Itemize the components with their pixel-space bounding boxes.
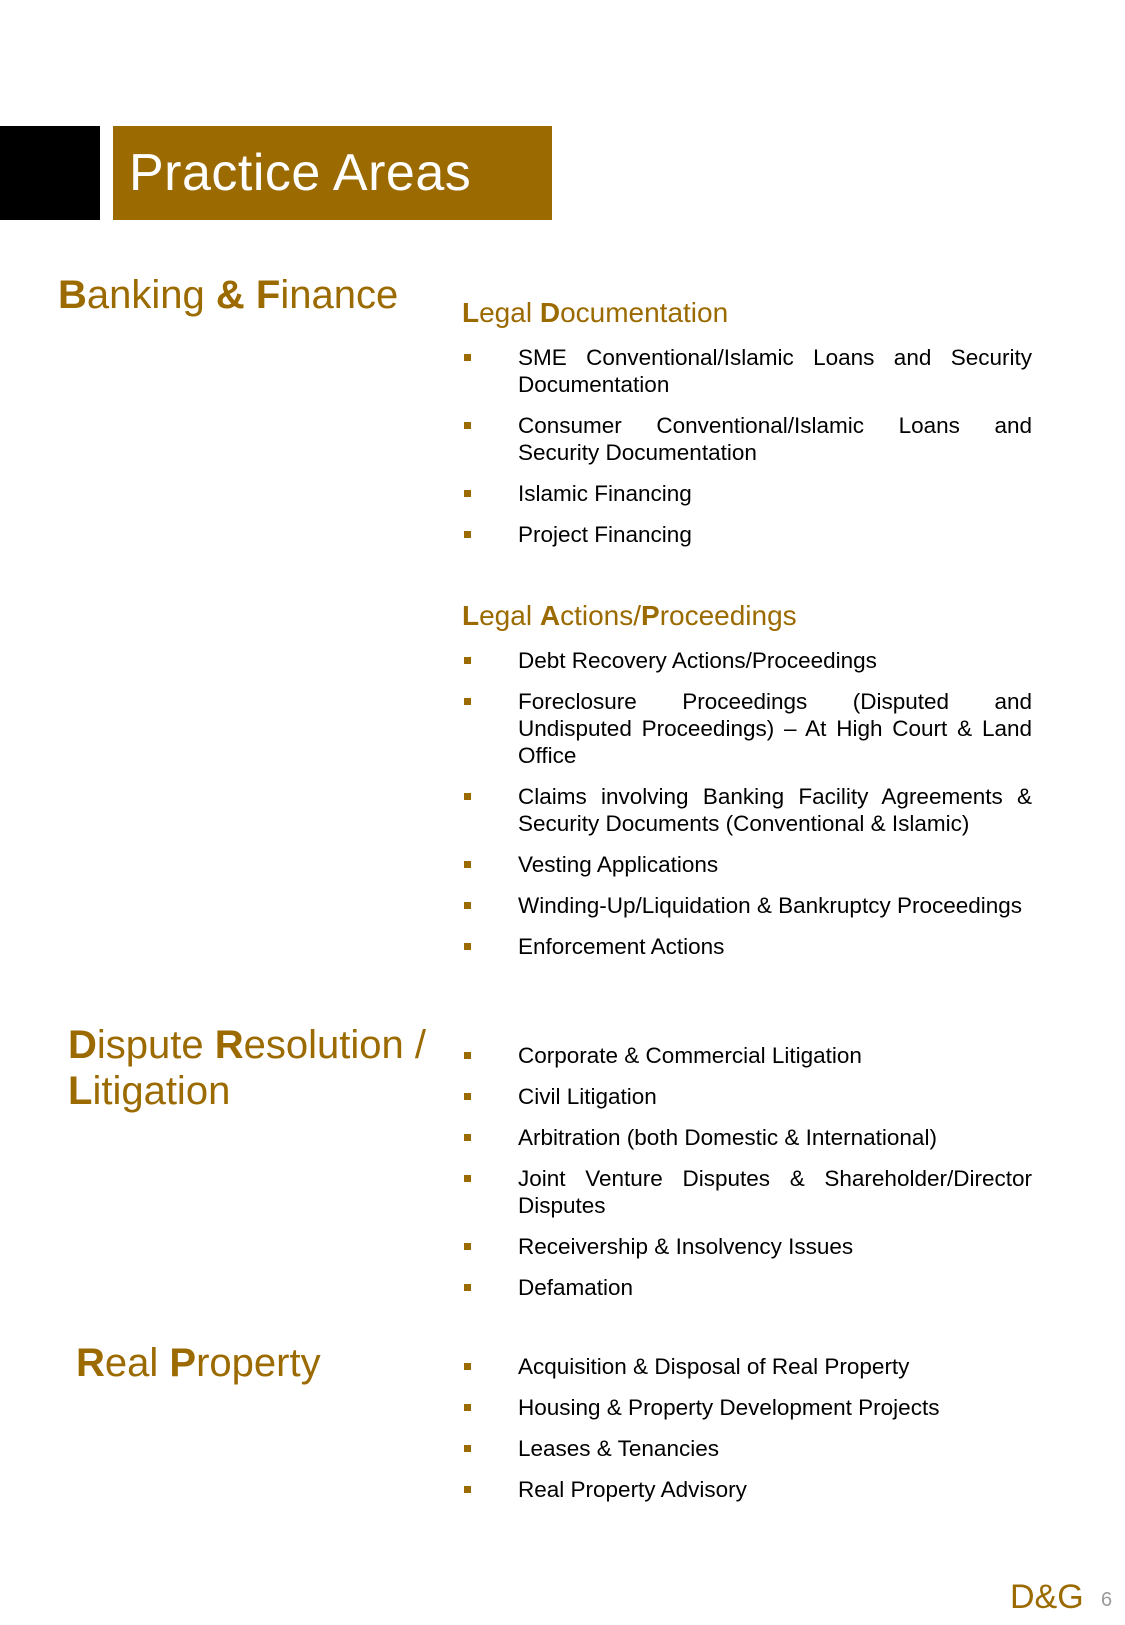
list-item: Real Property Advisory [462,1476,1032,1503]
list-item: Claims involving Banking Facility Agreements & Security Documents (Conventional & Islamic) [462,783,1032,837]
list-item: Foreclosure Proceedings (Disputed and Undisputed Proceedings) – At High Court & Land Office [462,688,1032,769]
square-bullet-icon [464,1284,471,1291]
list-item: Receivership & Insolvency Issues [462,1233,1032,1260]
square-bullet-icon [464,698,471,705]
list-item: Islamic Financing [462,480,1032,507]
square-bullet-icon [464,1363,471,1370]
square-bullet-icon [464,1175,471,1182]
list-legal-documentation [462,344,1032,562]
square-bullet-icon [464,657,471,664]
list-item: Joint Venture Disputes & Shareholder/Director Disputes [462,1165,1032,1219]
list-item: Defamation [462,1274,1032,1301]
square-bullet-icon [464,902,471,909]
list-legal-actions [462,647,1032,974]
section-title-banking-finance: Banking & Finance [58,273,399,317]
list-item: Acquisition & Disposal of Real Property [462,1353,1032,1380]
footer-logo: D&G [1010,1578,1084,1616]
list-item: Vesting Applications [462,851,1032,878]
section-title-real-property: Real Property [76,1341,321,1385]
list-item: Arbitration (both Domestic & International) [462,1124,1032,1151]
page-number: 6 [1101,1589,1113,1611]
square-bullet-icon [464,422,471,429]
list-item: Enforcement Actions [462,933,1032,960]
list-item: Winding-Up/Liquidation & Bankruptcy Proceedings [462,892,1032,919]
list-dispute-resolution [462,1042,1032,1315]
square-bullet-icon [464,531,471,538]
square-bullet-icon [464,1404,471,1411]
square-bullet-icon [464,1093,471,1100]
square-bullet-icon [464,1486,471,1493]
header-black-block [0,126,100,220]
list-real-property [462,1353,1032,1517]
square-bullet-icon [464,943,471,950]
list-item: Consumer Conventional/Islamic Loans and Security Documentation [462,412,1032,466]
list-item: Debt Recovery Actions/Proceedings [462,647,1032,674]
list-item: Civil Litigation [462,1083,1032,1110]
list-item: Corporate & Commercial Litigation [462,1042,1032,1069]
square-bullet-icon [464,1052,471,1059]
subheading-legal-actions: Legal Actions/Proceedings [462,600,797,631]
square-bullet-icon [464,793,471,800]
square-bullet-icon [464,354,471,361]
list-item: Project Financing [462,521,1032,548]
square-bullet-icon [464,1134,471,1141]
square-bullet-icon [464,861,471,868]
square-bullet-icon [464,1445,471,1452]
list-item: Leases & Tenancies [462,1435,1032,1462]
square-bullet-icon [464,1243,471,1250]
section-title-dispute-resolution: Dispute Resolution / Litigation [68,1023,426,1113]
square-bullet-icon [464,490,471,497]
list-item: SME Conventional/Islamic Loans and Security Documentation [462,344,1032,398]
subheading-legal-documentation: Legal Documentation [462,297,729,328]
list-item: Housing & Property Development Projects [462,1394,1032,1421]
page-title: Practice Areas [113,126,552,220]
